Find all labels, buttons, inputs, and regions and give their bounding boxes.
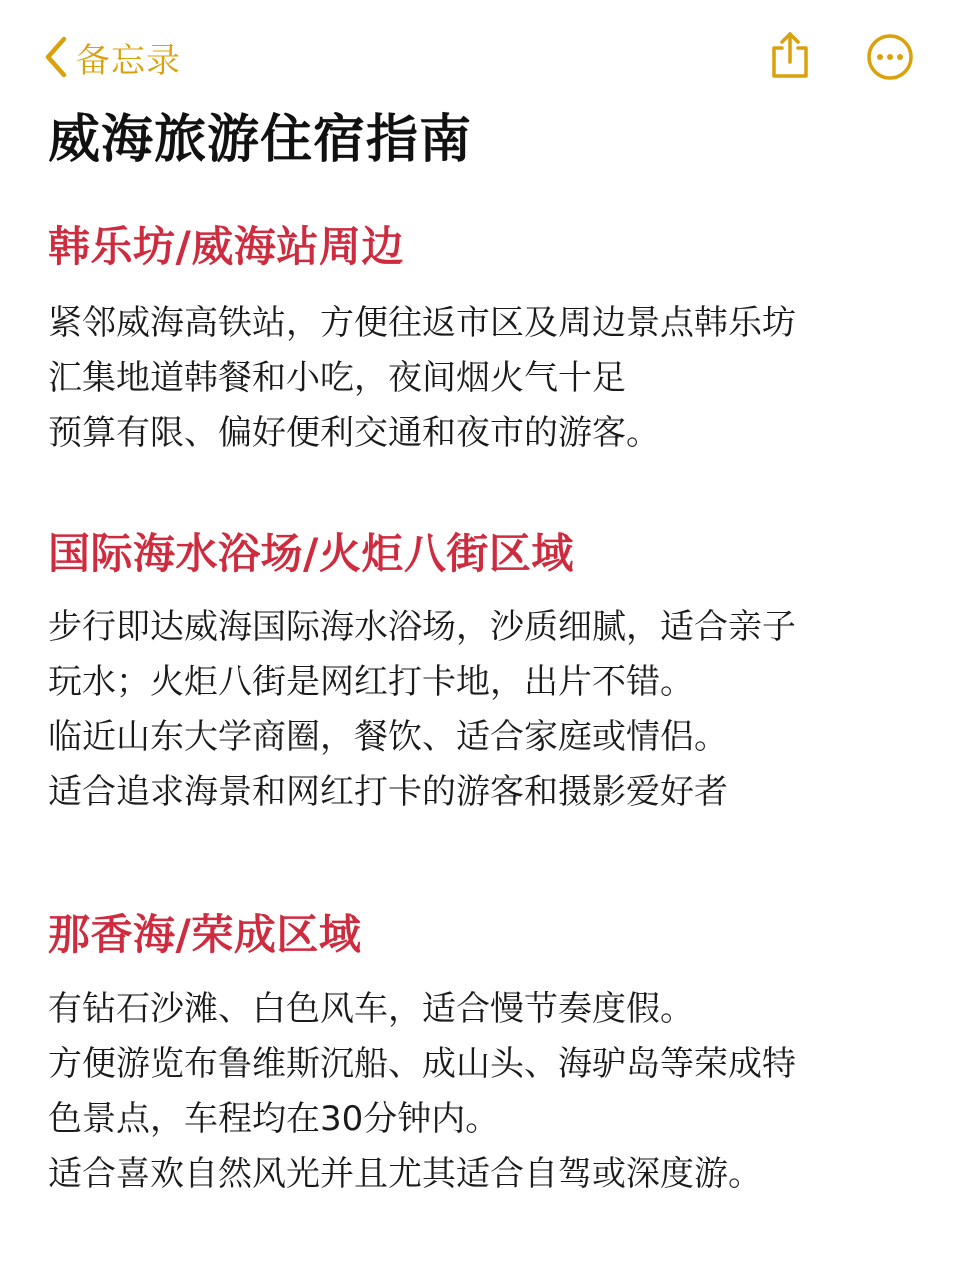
section-body-beach <box>48 600 928 820</box>
chevron-left-icon <box>44 36 68 78</box>
text-line: 步行即达威海国际海水浴场，沙质细腻，适合亲子 <box>48 607 796 647</box>
text-line: 玩水；火炬八街是网红打卡地，出片不错。 <box>48 662 694 702</box>
text-line: 色景点，车程均在30分钟内。 <box>48 1099 500 1139</box>
section-heading-hanlefang: 韩乐坊/威海站周边 <box>48 222 404 271</box>
back-label: 备忘录 <box>76 40 181 81</box>
section-heading-naxianghai: 那香海/荣成区域 <box>48 910 362 959</box>
text-line: 临近山东大学商圈，餐饮、适合家庭或情侣。 <box>48 717 728 757</box>
section-heading-beach: 国际海水浴场/火炬八街区域 <box>48 529 574 578</box>
text-line: 预算有限、偏好便利交通和夜市的游客。 <box>48 413 660 453</box>
text-line: 适合喜欢自然风光并且尤其适合自驾或深度游。 <box>48 1154 762 1194</box>
more-icon <box>866 66 914 85</box>
text-line: 汇集地道韩餐和小吃，夜间烟火气十足 <box>48 358 626 398</box>
text-line: 紧邻威海高铁站，方便往返市区及周边景点韩乐坊 <box>48 303 796 343</box>
share-icon <box>768 67 812 86</box>
section-body-naxianghai <box>48 982 928 1202</box>
navigation-bar <box>0 0 960 112</box>
section-body-hanlefang <box>48 296 928 461</box>
back-button[interactable] <box>44 32 181 82</box>
text-line: 适合追求海景和网红打卡的游客和摄影爱好者 <box>48 772 728 812</box>
text-line: 有钻石沙滩、白色风车，适合慢节奏度假。 <box>48 989 694 1029</box>
more-button[interactable] <box>866 33 914 81</box>
note-title: 威海旅游住宿指南 <box>48 110 473 170</box>
share-button[interactable] <box>768 30 812 82</box>
text-line: 方便游览布鲁维斯沉船、成山头、海驴岛等荣成特 <box>48 1044 796 1084</box>
